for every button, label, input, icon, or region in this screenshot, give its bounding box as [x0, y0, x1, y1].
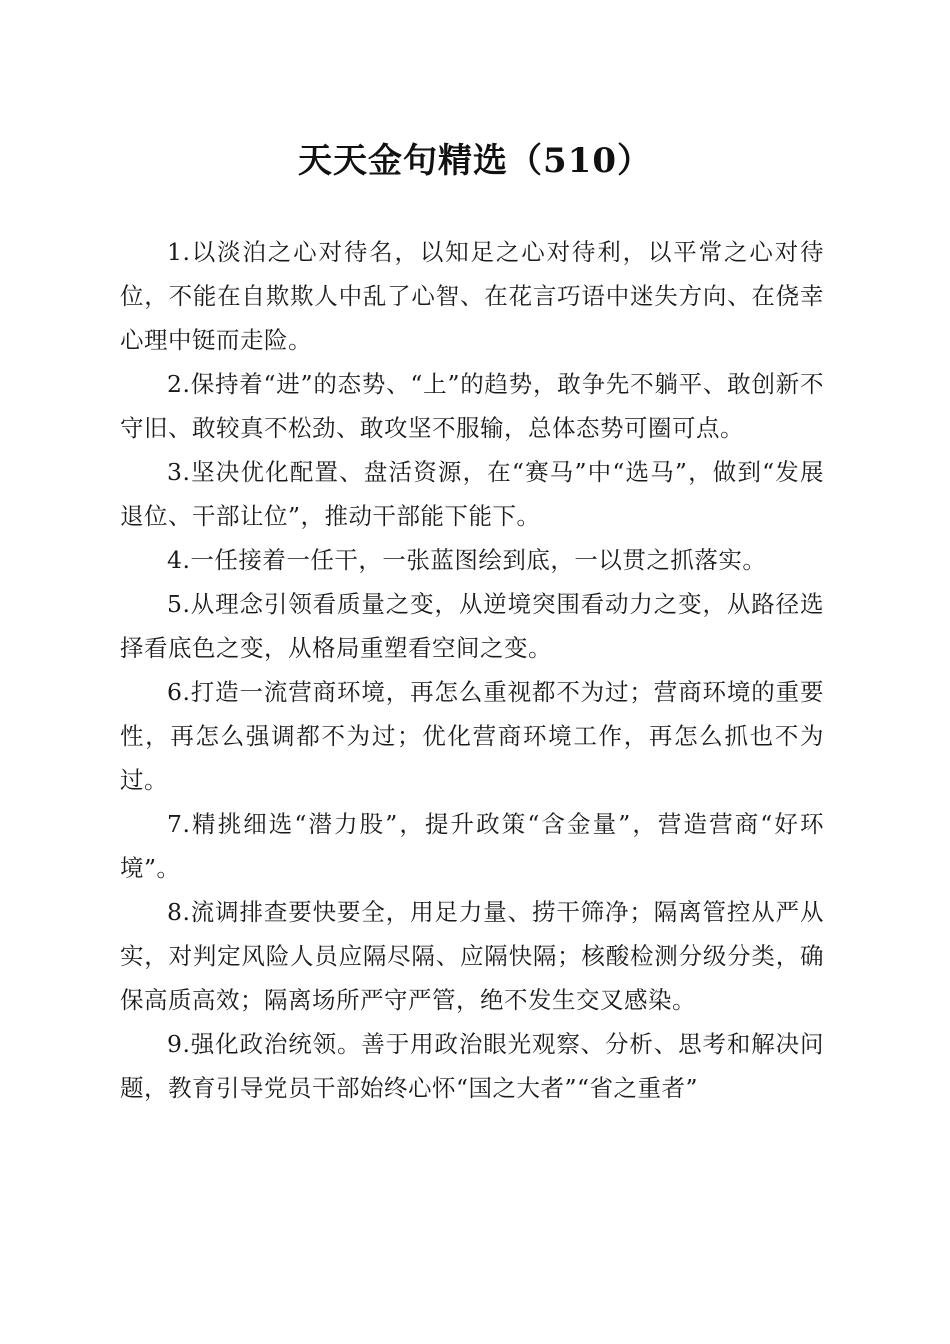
paragraph-2: 2.保持着“进”的态势、“上”的趋势，敢争先不躺平、敢创新不守旧、敢较真不松劲、敢攻坚不服输，总体态势可圈可点。	[120, 370, 824, 442]
paragraph-6: 6.打造一流营商环境，再怎么重视都不为过；营商环境的重要性，再怎么强调都不为过；优化营商环境工作，再怎么抓也不为过。	[120, 678, 824, 794]
paragraph-4: 4.一任接着一任干，一张蓝图绘到底，一以贯之抓落实。	[167, 546, 767, 574]
paragraph-8: 8.流调排查要快要全，用足力量、捞干筛净；隔离管控从严从实，对判定风险人员应隔尽隔、应隔快隔；核酸检测分级分类，确保高质高效；隔离场所严守严管，绝不发生交叉感染。	[120, 898, 824, 1014]
paragraph-7: 7.精挑细选“潜力股”，提升政策“含金量”，营造营商“好环境”。	[120, 810, 824, 882]
paragraph-5: 5.从理念引领看质量之变，从逆境突围看动力之变，从路径选择看底色之变，从格局重塑看空间之变。	[120, 590, 824, 662]
paragraph-1: 1.以淡泊之心对待名，以知足之心对待利，以平常之心对待位，不能在自欺欺人中乱了心智、在花言巧语中迷失方向、在侥幸心理中铤而走险。	[120, 238, 824, 354]
paragraph-9: 9.强化政治统领。善于用政治眼光观察、分析、思考和解决问题，教育引导党员干部始终心怀“国之大者”“省之重者”	[120, 1030, 824, 1102]
page-title: 天天金句精选（510）	[298, 141, 652, 181]
paragraph-3: 3.坚决优化配置、盘活资源，在“赛马”中“选马”，做到“发展退位、干部让位”，推动干部能下能下。	[120, 458, 824, 530]
document-body	[120, 230, 824, 1110]
